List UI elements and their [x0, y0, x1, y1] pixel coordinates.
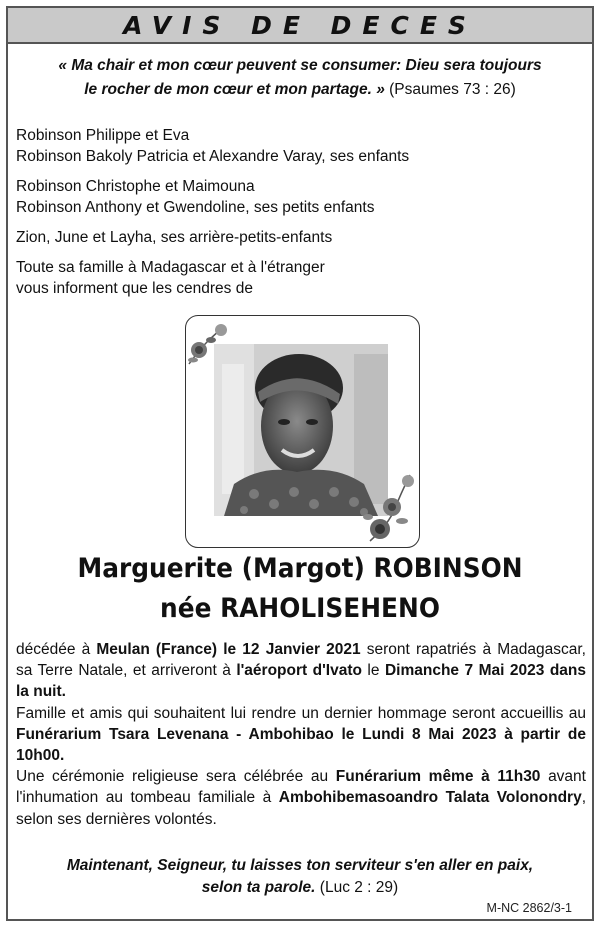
paragraph-ceremony: [16, 766, 586, 830]
announcement-group: [16, 257, 586, 299]
text-run: Une cérémonie religieuse sera célébrée au: [16, 768, 336, 786]
deceased-name: Marguerite (Margot) ROBINSON: [77, 553, 523, 584]
closing-line-1: Maintenant, Seigneur, tu laisses ton serviteur s'en aller en paix,: [66, 857, 534, 874]
notice-header: [8, 8, 592, 44]
deceased-maiden-name: née RAHOLISEHENO: [160, 593, 440, 624]
announcement-line: vous informent que les cendres de: [16, 280, 253, 297]
family-line: Robinson Philippe et Eva: [16, 127, 190, 144]
closing-quote: [18, 855, 582, 899]
family-line: Robinson Anthony et Gwendoline, ses petits enfants: [16, 199, 375, 216]
text-run: Famille et amis qui souhaitent lui rendre un dernier hommage seront accueillis au: [16, 704, 586, 722]
text-run-bold: Funérarium Tsara Levenana - Ambohibao le Lundi 8 Mai 2023 à partir de 10h00.: [16, 725, 586, 765]
quote-reference: (Psaumes 73 : 26): [389, 81, 516, 98]
notice-title: AVIS DE DECES: [123, 10, 477, 40]
paragraph-visitation: [16, 703, 586, 767]
grandchildren-group: [16, 176, 586, 218]
children-group: [16, 125, 586, 167]
closing-line-2: selon ta parole.: [201, 879, 316, 896]
family-line: Robinson Christophe et Maimouna: [16, 178, 255, 195]
family-list: [16, 125, 586, 308]
family-line: Robinson Bakoly Patricia et Alexandre Varay, ses enfants: [16, 148, 410, 165]
text-run: seront rapatriés à Madagascar, sa Terre Natale, et arriveront à: [16, 641, 586, 680]
closing-reference: (Luc 2 : 29): [319, 879, 399, 896]
text-run: , selon ses dernières volontés.: [16, 789, 586, 828]
opening-quote: [18, 54, 582, 102]
text-run: décédée à: [16, 641, 97, 658]
text-run-bold: l'aéroport d'Ivato: [236, 662, 362, 680]
reference-code: M-NC 2862/3-1: [486, 901, 572, 915]
notice-body: [16, 639, 586, 830]
text-run-bold: Funérarium même à 11h30: [335, 768, 541, 786]
announcement-line: Toute sa famille à Madagascar et à l'étranger: [16, 259, 325, 276]
text-run-bold: Ambohibemasoandro Talata Volonondry: [278, 789, 582, 807]
quote-line-1: « Ma chair et mon cœur peuvent se consumer: Dieu sera toujours: [58, 57, 542, 74]
text-run-bold: Dimanche 7 Mai 2023 dans la nuit.: [16, 662, 587, 701]
quote-line-2: le rocher de mon cœur et mon partage. »: [84, 81, 385, 98]
family-line: Zion, June et Layha, ses arrière-petits-enfants: [16, 229, 333, 246]
text-run-bold: Meulan (France) le 12 Janvier 2021: [96, 641, 361, 658]
rose-ornament-top-left: [185, 320, 235, 370]
notice-frame: [6, 6, 594, 921]
paragraph-arrival: [16, 639, 586, 703]
rose-ornament-bottom-right: [360, 471, 418, 545]
great-grandchildren-group: [16, 227, 586, 248]
text-run: le: [361, 662, 385, 680]
text-run: avant l'inhumation au tombeau familiale à: [16, 768, 586, 807]
